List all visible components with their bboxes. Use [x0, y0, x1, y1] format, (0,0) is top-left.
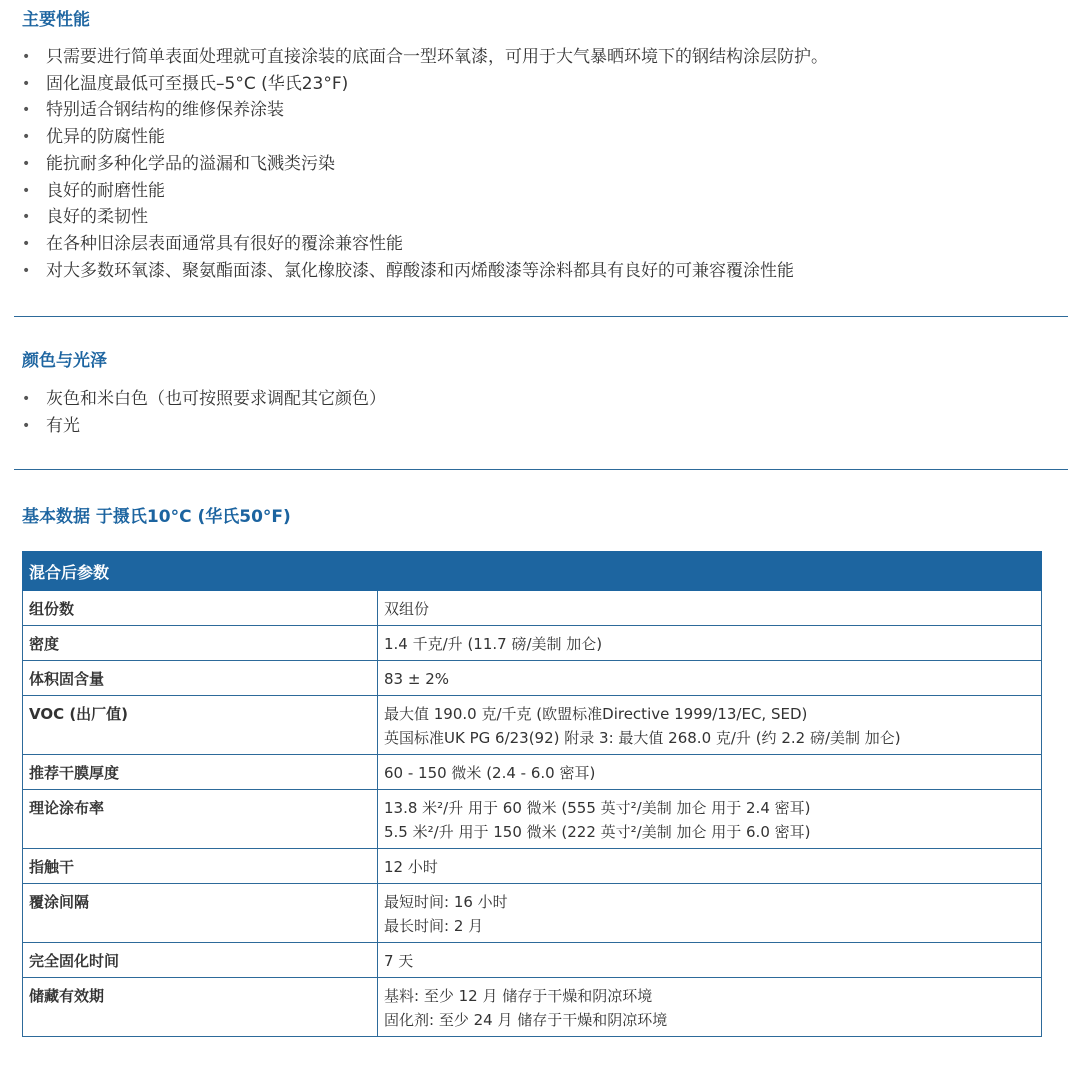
- row-value: [378, 661, 1042, 696]
- list-item: • 对大多数环氧漆、聚氨酯面漆、氯化橡胶漆、醇酸漆和丙烯酸漆等涂料都具有良好的可兼容覆涂性能: [22, 258, 828, 285]
- section-title-basic-data: 基本数据 于摄氏10°C (华氏50°F): [22, 507, 291, 527]
- list-item: • 特别适合钢结构的维修保养涂装: [22, 97, 828, 124]
- section-divider: [14, 316, 1068, 317]
- list-item: • 只需要进行简单表面处理就可直接涂装的底面合一型环氧漆，可用于大气暴晒环境下的钢结构涂层防护。: [22, 44, 828, 71]
- row-label: 覆涂间隔: [23, 884, 378, 943]
- row-value: [378, 849, 1042, 884]
- table-row: [23, 884, 1042, 943]
- row-value-line: 60 - 150 微米 (2.4 - 6.0 密耳): [384, 764, 596, 782]
- row-label: 储藏有效期: [23, 978, 378, 1037]
- table-row: [23, 661, 1042, 696]
- row-value: [378, 755, 1042, 790]
- row-label: 体积固含量: [23, 661, 378, 696]
- row-label: 理论涂布率: [23, 790, 378, 849]
- row-label: 组份数: [23, 591, 378, 626]
- list-item: • 在各种旧涂层表面通常具有很好的覆涂兼容性能: [22, 231, 828, 258]
- row-value-line: 13.8 米²/升 用于 60 微米 (555 英寸²/美制 加仑 用于 2.4 密耳): [384, 799, 811, 817]
- row-label: 指触干: [23, 849, 378, 884]
- section-title-performance: 主要性能: [22, 10, 90, 30]
- list-item: • 良好的耐磨性能: [22, 178, 828, 205]
- row-value: [378, 790, 1042, 849]
- row-value-line: 最短时间: 16 小时: [384, 893, 508, 911]
- list-item: • 有光: [22, 413, 386, 440]
- mixed-parameters-table: [22, 551, 1042, 1037]
- row-label: 推荐干膜厚度: [23, 755, 378, 790]
- row-label: 完全固化时间: [23, 943, 378, 978]
- list-item: • 良好的柔韧性: [22, 204, 828, 231]
- section-divider: [14, 469, 1068, 470]
- table-row: [23, 591, 1042, 626]
- list-item: • 固化温度最低可至摄氏–5°C (华氏23°F): [22, 71, 828, 98]
- list-item: • 优异的防腐性能: [22, 124, 828, 151]
- table-row: [23, 943, 1042, 978]
- table-header: 混合后参数: [23, 552, 1042, 591]
- row-value: [378, 626, 1042, 661]
- row-value-line: 最大值 190.0 克/千克 (欧盟标准Directive 1999/13/EC, SED): [384, 705, 808, 723]
- row-value: [378, 884, 1042, 943]
- row-value-line: 83 ± 2%: [384, 670, 449, 688]
- table-row: [23, 626, 1042, 661]
- table-row: [23, 790, 1042, 849]
- row-value-line: 固化剂: 至少 24 月 储存于干燥和阴凉环境: [384, 1011, 668, 1029]
- row-value-line: 英国标准UK PG 6/23(92) 附录 3: 最大值 268.0 克/升 (约 2.2 磅/美制 加仑): [384, 729, 901, 747]
- list-item: • 灰色和米白色（也可按照要求调配其它颜色）: [22, 386, 386, 413]
- table-row: [23, 978, 1042, 1037]
- table-row: [23, 696, 1042, 755]
- section-title-color: 颜色与光泽: [22, 351, 107, 371]
- row-label: VOC (出厂值): [23, 696, 378, 755]
- row-value-line: 7 天: [384, 952, 414, 970]
- row-value: [378, 696, 1042, 755]
- row-value: [378, 591, 1042, 626]
- list-item: • 能抗耐多种化学品的溢漏和飞溅类污染: [22, 151, 828, 178]
- row-value-line: 基料: 至少 12 月 储存于干燥和阴凉环境: [384, 987, 653, 1005]
- row-value-line: 双组份: [384, 600, 430, 618]
- color-list: [22, 386, 386, 439]
- table-row: [23, 755, 1042, 790]
- table-row: [23, 849, 1042, 884]
- row-value-line: 12 小时: [384, 858, 438, 876]
- row-value: [378, 943, 1042, 978]
- row-label: 密度: [23, 626, 378, 661]
- row-value-line: 5.5 米²/升 用于 150 微米 (222 英寸²/美制 加仑 用于 6.0 密耳): [384, 823, 811, 841]
- row-value-line: 最长时间: 2 月: [384, 917, 484, 935]
- performance-list: [22, 44, 828, 284]
- row-value: [378, 978, 1042, 1037]
- row-value-line: 1.4 千克/升 (11.7 磅/美制 加仑): [384, 635, 603, 653]
